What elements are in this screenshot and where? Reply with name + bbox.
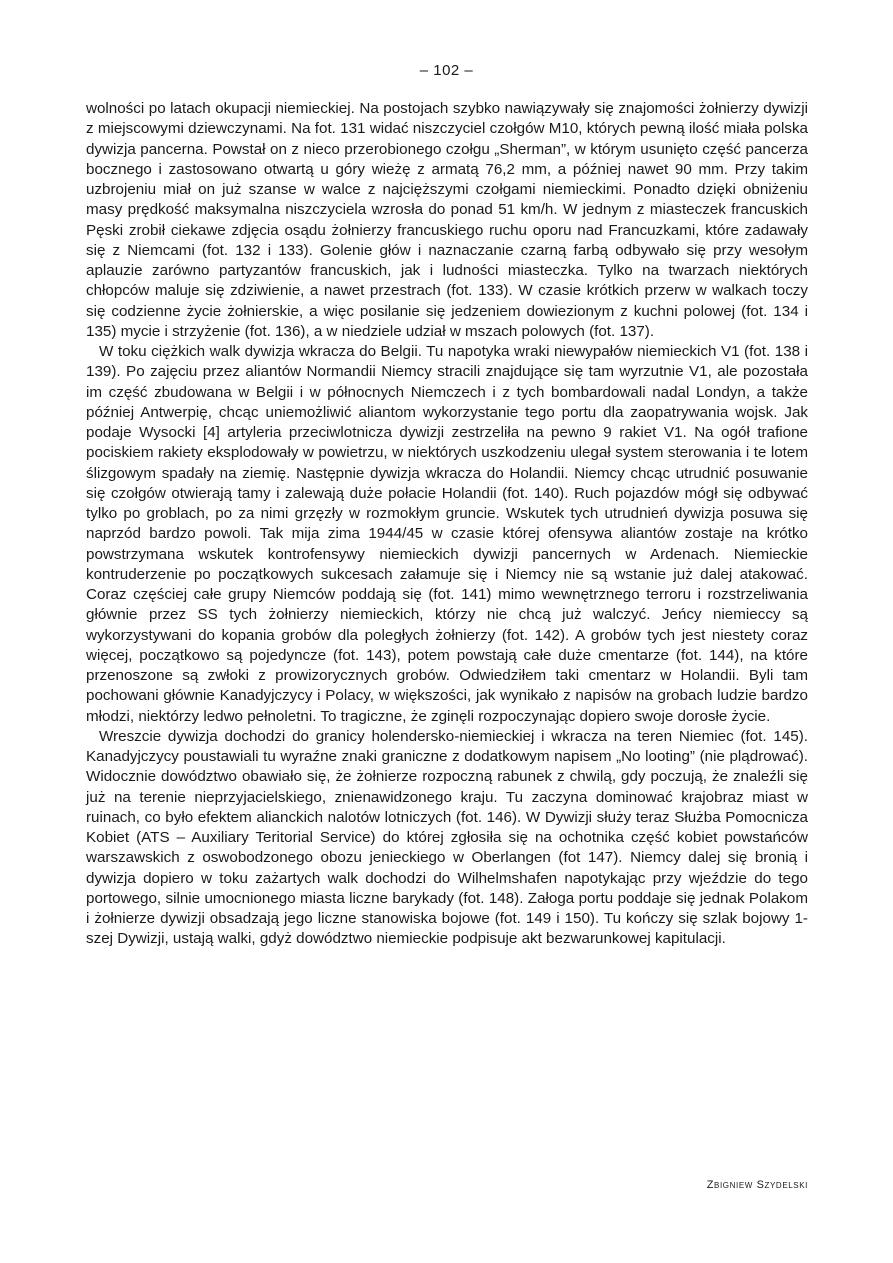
page-number: – 102 –: [419, 62, 474, 79]
paragraph-3: Wreszcie dywizja dochodzi do granicy holendersko-niemieckiej i wkracza na teren Niemiec (fot. 145). Kanadyjczycy poustawiali tu wyraźne znaki graniczne z dodatkowym napisem „No looting” (nie plądrować). Widocznie dowództwo obawiało się, że żołnierze rozpoczną rabunek z chwilą, gdy poczują, że znaleźli się już na terenie nieprzyjacielskiego, znienawidzonego kraju. Tu zaczyna dominować krajobraz miast w ruinach, co było efektem alianckich nalotów lotniczych (fot. 146). W Dywizji służy teraz Służba Pomocnicza Kobiet (ATS – Auxiliary Teritorial Service) do której zgłosiła się na ochotnika część kobiet powstańców warszawskich z oswobodzonego obozu jenieckiego w Oberlangen (fot 147). Niemcy dalej się bronią i dywizja dopiero w toku zażartych walk dochodzi do Wilhelmshafen napotykając przy wjeździe do tego portowego, silnie umocnionego miasta liczne barykady (fot. 148). Załoga portu poddaje się jednak Polakom i żołnierze dywizji obsadzają jego liczne stanowiska bojowe (fot. 149 i 150). Tu kończy się szlak bojowy 1-szej Dywizji, ustają walki, gdyż dowództwo niemieckie podpisuje akt bezwarunkowej kapitulacji.: [86, 727, 808, 948]
author-signature: Zbigniew Szydelski: [706, 1179, 808, 1191]
paragraph-1: wolności po latach okupacji niemieckiej. Na postojach szybko nawiązywały się znajomości żołnierzy dywizji z miejscowymi dziewczynami. Na fot. 131 widać niszczyciel czołgów M10, których pewną ilość miała polska dywizja pancerna. Powstał on z nieco przerobionego czołgu „Sherman”, w którym usunięto część pancerza bocznego i zastosowano otwartą u góry wieżę z armatą 76,2 mm, a później nawet 90 mm. Przy takim uzbrojeniu miał on już szanse w walce z najcięższymi czołgami niemieckimi. Ponadto dzięki obniżeniu masy prędkość maksymalna niszczyciela wzrosła do ponad 51 km/h. W jednym z miasteczek francuskich Pęski zrobił ciekawe zdjęcia osądu żołnierzy francuskiego ruchu oporu nad Francuzkami, które zadawały się z Niemcami (fot. 132 i 133). Golenie głów i naznaczanie czarną farbą odbywało się przy wesołym aplauzie zarówno partyzantów francuskich, jak i ludności miasteczka. Tylko na twarzach niektórych chłopców maluje się zdziwienie, a nawet przestrach (fot. 133). W czasie krótkich przerw w walkach toczy się codzienne życie żołnierskie, a więc posilanie się jedzeniem dowiezionym z kuchni polowej (fot. 134 i 135) mycie i strzyżenie (fot. 136), a w niedziele udział w mszach polowych (fot. 137).: [86, 100, 808, 340]
article-body: [86, 99, 808, 950]
paragraph-2: W toku ciężkich walk dywizja wkracza do Belgii. Tu napotyka wraki niewypałów niemieckich V1 (fot. 138 i 139). Po zajęciu przez aliantów Normandii Niemcy stracili znajdujące się tam wyrzutnie V1, ale pozostała im część zbudowana w Belgii i w północnych Niemczech i z tych bombardowali nadal Londyn, a także później Antwerpię, chcąc uniemożliwić aliantom wykorzystanie tego portu dla zaopatrywania wojsk. Jak podaje Wysocki [4] artyleria przeciwlotnicza dywizji zestrzeliła na pewno 9 rakiet V1. Na ogół trafione pociskiem rakiety eksplodowały w powietrzu, w niektórych uszkodzeniu ulegał system sterowania i te lotem ślizgowym spadały na ziemię. Następnie dywizja wkracza do Holandii. Niemcy chcąc utrudnić posuwanie się czołgów otwierają tamy i zalewają duże połacie Holandii (fot. 140). Ruch pojazdów mógł się odbywać tylko po groblach, po za nimi grzęzły w rozmokłym gruncie. Wskutek tych utrudnień dywizja posuwa się naprzód bardzo powoli. Tak mija zima 1944/45 w czasie której ofensywa aliantów zostaje na krótko powstrzymana wskutek kontrofensywy niemieckich dywizji pancernych w Ardenach. Niemieckie kontruderzenie po początkowych sukcesach załamuje się i Niemcy nie są wstanie już dalej atakować. Coraz częściej całe grupy Niemców poddają się (fot. 141) mimo wewnętrznego terroru i rozstrzeliwania głównie przez SS tych żołnierzy niemieckich, którzy nie chcą już walczyć. Jeńcy niemieccy są wykorzystywani do kopania grobów dla poległych żołnierzy (fot. 142). A grobów tych jest niestety coraz więcej, początkowo są pojedyncze (fot. 143), potem powstają całe duże cmentarze (fot. 144), na które przenoszone są zwłoki z prowizorycznych grobów. Odwiedziłem taki cmentarz w Holandii. Byli tam pochowani głównie Kanadyjczycy i Polacy, w większości, jak wynikało z napisów na grobach ludzie bardzo młodzi, niektórzy ledwo pełnoletni. To tragiczne, że zginęli rozpoczynając dopiero swoje dorosłe życie.: [86, 343, 808, 725]
